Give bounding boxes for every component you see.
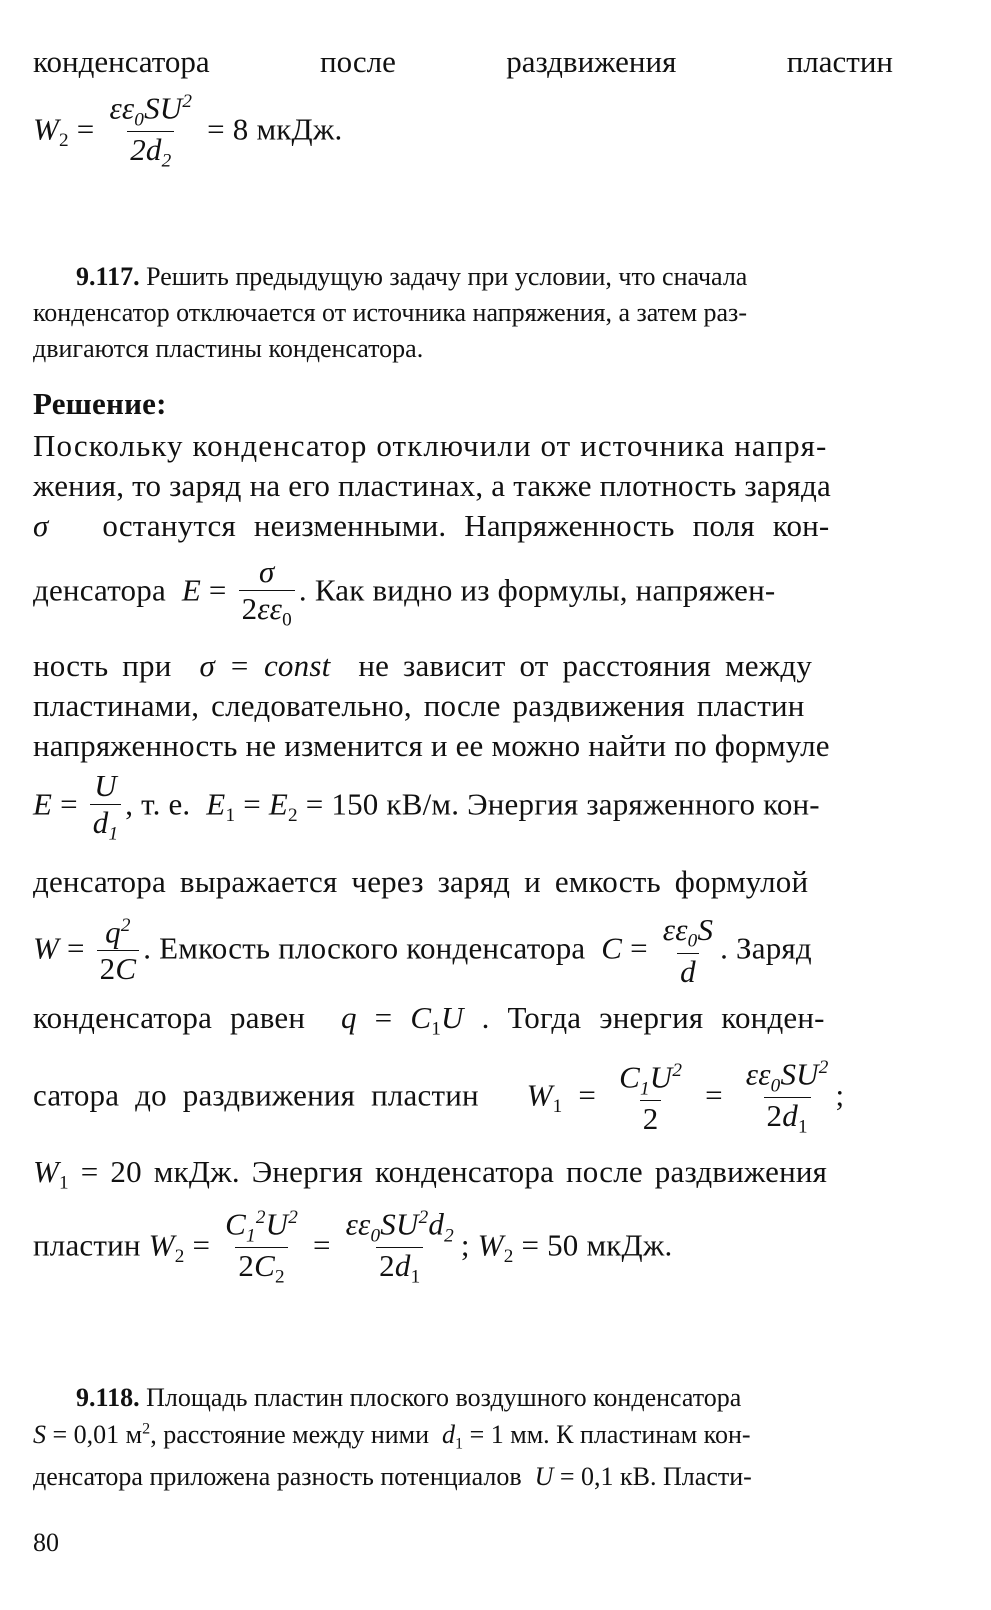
fraction-q2-2c: $\frac{q^2}{2C}$ bbox=[97, 916, 140, 986]
problem-9-118-line3: денсатора приложена разность потенциалов U = 0,1 кВ. Пласти- bbox=[33, 1462, 752, 1491]
text: денсатора bbox=[33, 572, 166, 608]
text: останутся неизменными. Напряженность поля кон- bbox=[102, 508, 830, 543]
fraction-w2-a: $\frac{C_1^2U^2}{2C_2}$ bbox=[225, 1206, 299, 1289]
fraction-w2-b: $\frac{\varepsilon\varepsilon_0SU^2d_2}{2d_1}$ bbox=[345, 1206, 454, 1289]
text: . Как видно из формулы, напряжен- bbox=[298, 572, 776, 608]
solution-line-8: E = $\frac{U}{d_1}$ , т. е. $E_1 = E_2 = 150$ кВ/м. Энергия заряженного кон- bbox=[33, 768, 820, 845]
problem-9-117-line3: двигаются пластины конденсатора. bbox=[33, 334, 424, 363]
fraction-capacitance: $\frac{\varepsilon\varepsilon_0S}{d}$ bbox=[662, 912, 714, 989]
solution-line-10: W = $\frac{q^2}{2C}$ . Емкость плоского конденсатора C = $\frac{\varepsilon\varepsilon_0S}{d}$ . Заряд bbox=[33, 912, 812, 989]
solution-line-4: денсатора E = $\frac{\sigma}{2\varepsilon\varepsilon_0}$ . Как видно из формулы, напряжен- bbox=[33, 554, 776, 631]
word: пластин bbox=[786, 44, 894, 79]
solution-heading: Решение: bbox=[33, 386, 167, 421]
word: раздвижения bbox=[506, 44, 677, 79]
fraction-w1-a: $\frac{C_1U^2}{2}$ bbox=[619, 1059, 683, 1137]
solution-line-5 bbox=[33, 648, 812, 684]
text: . Заряд bbox=[720, 930, 812, 966]
problem-9-118-line2: S = 0,01 $м^2$, расстояние между ними $d_1 = 1$ мм. К пластинам кон- bbox=[33, 1420, 751, 1453]
solution-line-11: конденсатора равен $q = C_1U$ . Тогда энергия конден- bbox=[33, 1000, 825, 1040]
text: = 20 мкДж. Энергия конденсатора после раздвижения bbox=[80, 1154, 828, 1189]
solution-line-12: сатора до раздвижения пластин $W_1$ = $\frac{C_1U^2}{2}$ = $\frac{\varepsilon\varepsilon_0SU^2}{2d_1}$ ; bbox=[33, 1056, 845, 1139]
solution-line-6: пластинами, следовательно, после раздвижения пластин bbox=[33, 688, 805, 723]
solution-line-7: напряженность не изменится и ее можно найти по формуле bbox=[33, 728, 830, 763]
fraction: $\frac{\varepsilon\varepsilon_0SU^2}{2d_2}$ bbox=[109, 90, 193, 173]
text: . Емкость плоского конденсатора bbox=[143, 930, 586, 966]
text: не зависит от расстояния между bbox=[358, 648, 813, 683]
text: = 50 мкДж. bbox=[521, 1227, 673, 1263]
fraction-u-d: $\frac{U}{d_1}$ bbox=[90, 770, 122, 844]
solution-line-2: жения, то заряд на его пластинах, а также плотность заряда bbox=[33, 468, 831, 503]
text: , т. е. bbox=[125, 786, 191, 822]
problem-9-117-line2: конденсатор отключается от источника напряжения, а затем раз- bbox=[33, 298, 747, 327]
solution-line-1: Поскольку конденсатор отключили от источника напря- bbox=[33, 428, 828, 463]
problem-number: 9.117. bbox=[76, 262, 140, 291]
w-symbol: W bbox=[33, 111, 60, 147]
problem-9-117-line1 bbox=[76, 262, 747, 292]
text: сатора до раздвижения пластин bbox=[33, 1077, 479, 1113]
problem-text: Решить предыдущую задачу при условии, что сначала bbox=[146, 262, 748, 291]
problem-9-118-line1 bbox=[76, 1383, 741, 1413]
sigma-symbol: σ bbox=[33, 508, 49, 543]
text: пластин bbox=[33, 1227, 141, 1263]
page-number: 80 bbox=[33, 1528, 59, 1557]
text: = 0,1 кВ. Пласти- bbox=[559, 1462, 752, 1491]
w2-value: = 8 мкДж. bbox=[207, 111, 343, 147]
text: , расстояние между ними bbox=[150, 1420, 430, 1449]
text: = 0,01 м bbox=[52, 1420, 143, 1449]
word: после bbox=[320, 44, 396, 79]
formula-w2-top: $W_2$ = $\frac{\varepsilon\varepsilon_0SU^2}{2d_2}$ = 8 мкДж. bbox=[33, 90, 343, 173]
solution-line-14: пластин $W_2$ = $\frac{C_1^2U^2}{2C_2}$ = $\frac{\varepsilon\varepsilon_0SU^2d_2}{2d_1}$ ; $W_2 = 50$ мкДж. bbox=[33, 1206, 673, 1289]
solution-line-9: денсатора выражается через заряд и емкость формулой bbox=[33, 864, 809, 899]
text: конденсатора равен bbox=[33, 1000, 306, 1035]
fraction-w1-b: $\frac{\varepsilon\varepsilon_0SU^2}{2d_1}$ bbox=[745, 1056, 829, 1139]
top-line bbox=[33, 44, 893, 80]
text: = 150 кВ/м. Энергия заряженного кон- bbox=[305, 786, 820, 822]
const-expr: σ = const bbox=[199, 648, 331, 683]
text: денсатора приложена разность потенциалов bbox=[33, 1462, 522, 1491]
solution-line-3 bbox=[33, 508, 829, 544]
problem-number: 9.118. bbox=[76, 1383, 140, 1412]
problem-text: Площадь пластин плоского воздушного конденсатора bbox=[146, 1383, 742, 1412]
solution-line-13: $W_1 = 20$ мкДж. Энергия конденсатора после раздвижения bbox=[33, 1154, 828, 1194]
text: = 1 мм. К пластинам кон- bbox=[469, 1420, 751, 1449]
fraction-e: $\frac{\sigma}{2\varepsilon\varepsilon_0}$ bbox=[239, 556, 295, 630]
word: конденсатора bbox=[33, 44, 210, 79]
text: . Тогда энергия конден- bbox=[481, 1000, 825, 1035]
text: ность при bbox=[33, 648, 172, 683]
